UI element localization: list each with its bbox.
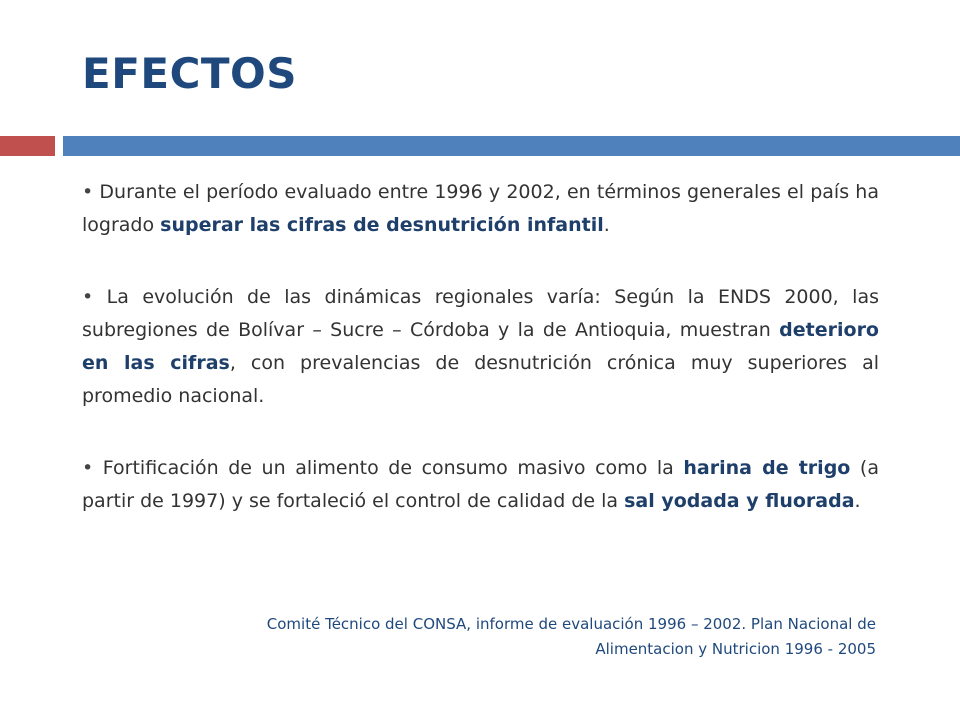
- bullet-text: .: [854, 490, 861, 512]
- bullet-emphasis: sal yodada y fluorada: [624, 490, 855, 512]
- bullet-text: , con prevalencias de desnutrición crónica muy superiores al promedio nacional.: [82, 352, 879, 407]
- source-citation: [82, 612, 876, 662]
- bullet-emphasis: deterioro en las cifras: [82, 319, 879, 374]
- bullet-text: Durante el período evaluado entre 1996 y 2002, en términos generales el país ha logrado: [82, 181, 879, 236]
- accent-bar-blue: [63, 136, 960, 156]
- accent-bar-red: [0, 136, 55, 156]
- bullet-dot-icon: •: [82, 181, 94, 203]
- slide-title: EFECTOS: [82, 49, 297, 98]
- bullet-item-3: [82, 452, 879, 518]
- bullet-item-2: [82, 281, 879, 413]
- bullet-dot-icon: •: [82, 286, 94, 308]
- bullet-text: Fortificación de un alimento de consumo masivo como la: [102, 457, 684, 479]
- bullet-list: [82, 176, 879, 557]
- citation-line-2: Alimentacion y Nutricion 1996 - 2005: [595, 640, 876, 658]
- bullet-item-1: [82, 176, 879, 242]
- bullet-emphasis: superar las cifras de desnutrición infantil: [160, 214, 604, 236]
- citation-line-1: Comité Técnico del CONSA, informe de evaluación 1996 – 2002. Plan Nacional de: [266, 615, 876, 633]
- bullet-emphasis: harina de trigo: [683, 457, 851, 479]
- bullet-text: .: [603, 214, 610, 236]
- bullet-text: (a partir de 1997) y se fortaleció el control de calidad de la: [82, 457, 879, 512]
- bullet-text: La evolución de las dinámicas regionales varía: Según la ENDS 2000, las subregiones de Bolívar – Sucre – Córdoba y la de Antioquia, muestran: [82, 286, 879, 341]
- bullet-dot-icon: •: [82, 457, 94, 479]
